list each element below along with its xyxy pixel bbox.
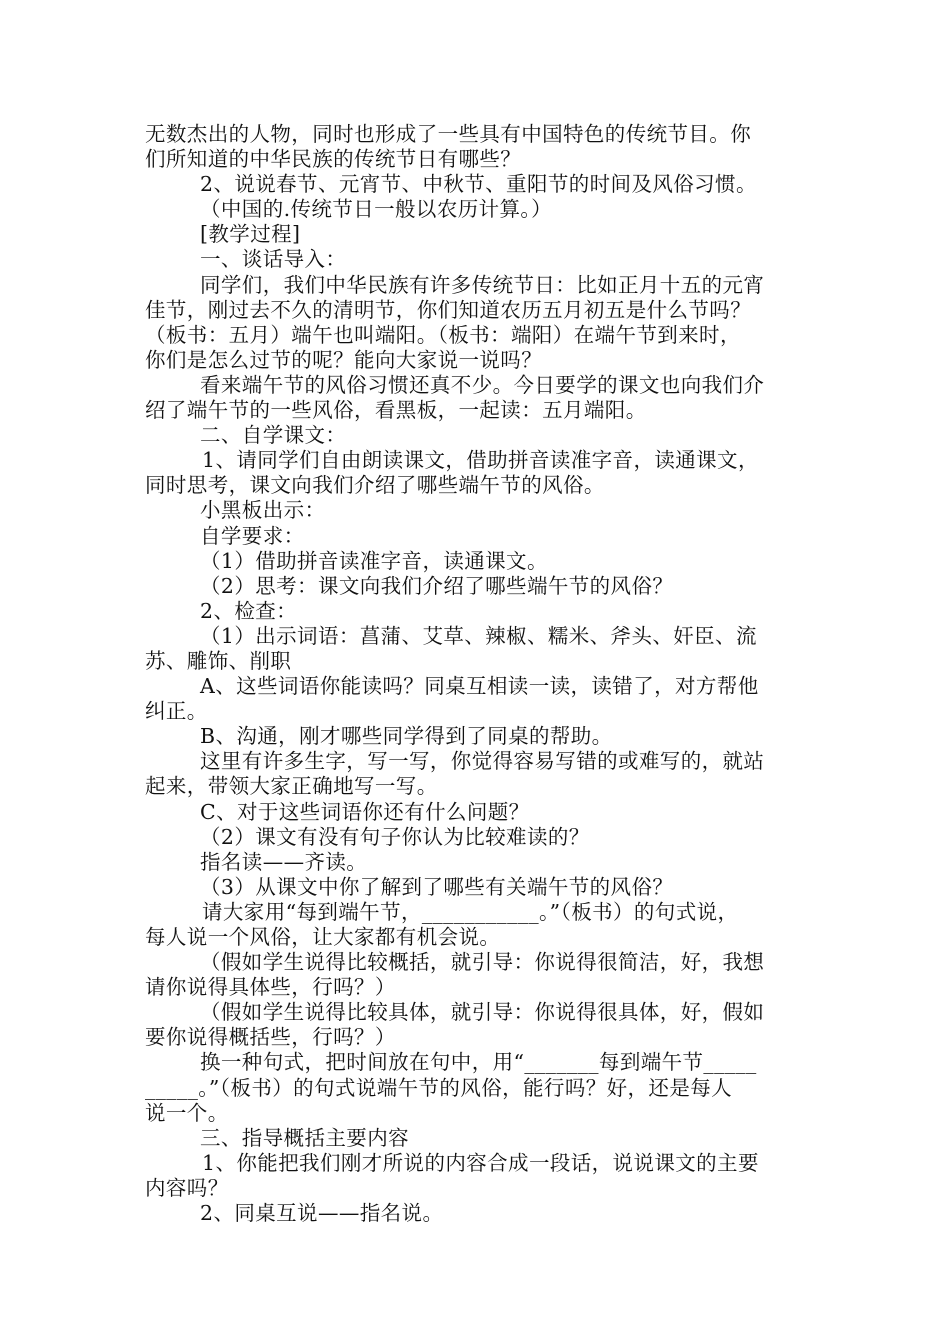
text-line: （中国的.传统节日一般以农历计算。） [200,197,552,222]
text-line: _____。”（板书）的句式说端午节的风俗，能行吗？好，还是每人 [145,1075,733,1100]
text-line: 起来，带领大家正确地写一写。 [145,774,438,799]
text-line: 2、同桌互说——指名说。 [200,1201,444,1226]
text-line: B、沟通，刚才哪些同学得到了同桌的帮助。 [200,724,613,749]
text-line: 看来端午节的风俗习惯还真不少。今日要学的课文也向我们介 [200,372,765,397]
text-line: 无数杰出的人物，同时也形成了一些具有中国特色的传统节目。你 [145,122,752,146]
text-line: （2）课文有没有句子你认为比较难读的？ [200,824,590,849]
text-line: 同学们，我们中华民族有许多传统节日：比如正月十五的元宵 [200,272,765,297]
text-line: 内容吗？ [145,1175,229,1200]
text-line: 换一种句式，把时间放在句中，用“_______每到端午节_____ [200,1050,757,1075]
text-line: 佳节，刚过去不久的清明节，你们知道农历五月初五是什么节吗？ [145,297,752,322]
text-line: C、对于这些词语你还有什么问题？ [200,799,530,824]
text-line: （1）出示词语：菖蒲、艾草、辣椒、糯米、斧头、奸臣、流 [200,623,757,648]
text-line: 1、请同学们自由朗读课文，借助拼音读准字音，读通课文， [202,448,759,473]
text-line: 自学要求： [200,523,305,548]
text-line: 同时思考，课文向我们介绍了哪些端午节的风俗。 [145,473,605,498]
section-heading: 二、自学课文： [200,423,347,448]
section-heading: [教学过程] [200,222,301,247]
text-line: （1）借助拼音读准字音，读通课文。 [200,548,548,573]
text-line: 2、说说春节、元宵节、中秋节、重阳节的时间及风俗习惯。 [200,172,757,197]
text-line: 2、检查： [200,598,298,623]
text-line: 纠正。 [145,699,208,724]
text-line: 1、你能把我们刚才所说的内容合成一段话，说说课文的主要 [202,1150,759,1175]
text-line: 说一个。 [145,1100,229,1125]
text-line: 你们是怎么过节的呢？能向大家说一说吗？ [145,347,543,372]
text-line: 请你说得具体些，行吗？） [145,975,396,1000]
text-line: 指名读——齐读。 [200,849,368,874]
text-line: （假如学生说得比较概括，就引导：你说得很简洁，好，我想 [200,950,765,975]
text-line: 每人说一个风俗，让大家都有机会说。 [145,925,501,949]
section-heading: 三、指导概括主要内容 [200,1125,409,1150]
document-body [145,122,815,1226]
text-line: 这里有许多生字，写一写，你觉得容易写错的或难写的，就站 [200,749,765,774]
text-line: 要你说得概括些，行吗？） [145,1025,396,1050]
text-line: 苏、雕饰、削职 [145,648,292,673]
text-line: （假如学生说得比较具体，就引导：你说得很具体，好，假如 [200,1000,765,1025]
text-line: 绍了端午节的一些风俗，看黑板，一起读：五月端阳。 [145,398,647,423]
text-line: （2）思考：课文向我们介绍了哪些端午节的风俗？ [200,573,674,598]
section-heading: 一、谈话导入： [200,247,347,272]
text-line: 小黑板出示： [200,498,326,523]
text-line: 请大家用“每到端午节，___________。”（板书）的句式说， [202,899,739,924]
text-line: A、这些词语你能读吗？同桌互相读一读，读错了，对方帮他 [200,674,759,699]
text-line: 们所知道的中华民族的传统节日有哪些？ [145,147,522,172]
text-line: （3）从课文中你了解到了哪些有关端午节的风俗？ [200,874,674,899]
text-line: （板书：五月）端午也叫端阳。（板书：端阳）在端午节到来时， [145,322,741,347]
